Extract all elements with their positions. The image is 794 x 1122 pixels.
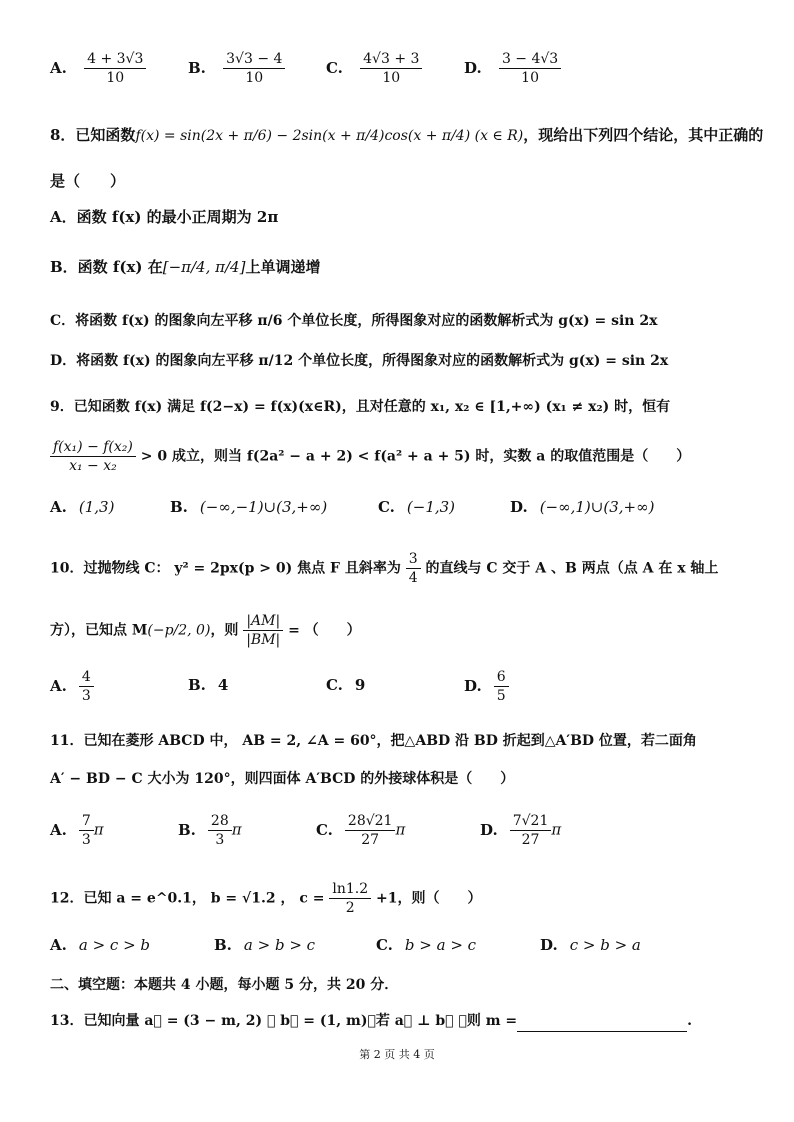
- q11-stem-line2: A′ − BD − C 大小为 120°，则四面体 A′BCD 的外接球体积是（ ）: [50, 771, 515, 787]
- q10-option-b: B. 4: [188, 676, 229, 694]
- q7-option-a: A. $\frac{4 + 3√3}{10}$: [50, 50, 146, 87]
- q10-stem-line2: 方），已知点 M(−p/2, 0)，则 $\frac{|AM|}{|BM|}$ = （ ）: [50, 613, 361, 648]
- q12-option-d: D. c > b > a: [540, 936, 641, 954]
- q9-option-b: B. (−∞,−1)∪(3,+∞): [170, 498, 328, 516]
- q12-stem: 12．已知 a = e^0.1， b = √1.2 ， c = $\frac{\ln 1.2}{2}$ +1，则（ ）: [50, 881, 482, 916]
- q8-option-d: D．将函数 f(x) 的图象向左平移 π/12 个单位长度，所得图象对应的函数解析式为 g(x) = sin 2x: [50, 353, 669, 369]
- q9-option-c: C. (−1,3): [378, 498, 456, 516]
- q11-option-b: B. $\frac{28}{3}$ π: [178, 813, 242, 848]
- q10-option-c: C. 9: [326, 676, 366, 694]
- q8-option-a: A．函数 f(x) 的最小正周期为 2π: [50, 208, 279, 226]
- q12-option-a: A. a > c > b: [50, 936, 151, 954]
- q8-option-b: B．函数 f(x) 在[−π/4, π/4]上单调递增: [50, 258, 321, 276]
- q11-option-d: D. $\frac{7√21}{27}$ π: [480, 813, 562, 848]
- q12-option-b: B. a > b > c: [214, 936, 316, 954]
- q9-option-a: A. (1,3): [50, 498, 115, 516]
- q11-stem: 11．已知在菱形 ABCD 中， AB = 2, ∠A = 60°，把△ABD 沿 BD 折起到△A′BD 位置，若二面角: [50, 733, 697, 749]
- q7-option-d: D. $\frac{3 - 4√3}{10}$: [464, 50, 561, 87]
- q9-option-d: D. (−∞,1)∪(3,+∞): [510, 498, 655, 516]
- q12-option-c: C. b > a > c: [376, 936, 477, 954]
- q9-stem: 9．已知函数 f(x) 满足 f(2−x) = f(x)(x∈R)，且对任意的 x₁, x₂ ∈ [1,+∞) (x₁ ≠ x₂) 时，恒有: [50, 399, 671, 415]
- q9-stem-line2: $\frac{\text{f(x₁) − f(x₂)}}{\text{x₁ − x₂}}$ > 0 成立，则当 f(2a² − a + 2) < f(a² + a + 5) 时，实数 a 的取值范围是（ ）: [50, 438, 690, 475]
- q8-stem-line2: 是（ ）: [50, 172, 126, 190]
- q11-option-c: C. $\frac{28√21}{27}$ π: [316, 813, 406, 848]
- q7-option-c: C. $\frac{4√3 + 3}{10}$: [326, 50, 422, 87]
- q13-stem: 13．已知向量 a⃗ = (3 − m, 2) ， b⃗ = (1, m)，若 a⃗ ⊥ b⃗ ，则 m = .: [50, 1010, 692, 1032]
- q8-option-c: C．将函数 f(x) 的图象向左平移 π/6 个单位长度，所得图象对应的函数解析式为 g(x) = sin 2x: [50, 313, 658, 329]
- q10-option-d: D. $\frac{6}{5}$: [464, 668, 509, 705]
- q7-option-b: B. $\frac{3√3 - 4}{10}$: [188, 50, 285, 87]
- section-heading: 二、填空题：本题共 4 小题，每小题 5 分，共 20 分．: [50, 977, 399, 993]
- q10-stem: 10．过抛物线 C： y² = 2px(p > 0) 焦点 F 且斜率为 $\frac{3}{4}$ 的直线与 C 交于 A 、B 两点（点 A 在 x 轴上: [50, 551, 719, 586]
- page-footer: 第 2 页 共 4 页: [359, 1048, 435, 1061]
- q10-option-a: A. $\frac{4}{3}$: [50, 668, 94, 705]
- q11-option-a: A. $\frac{7}{3}$ π: [50, 813, 104, 848]
- q13-answer-blank: [517, 1015, 687, 1032]
- q8-stem: 8．已知函数f(x) = sin(2x + π/6) − 2sin(x + π/4)cos(x + π/4) (x ∈ R)，现给出下列四个结论，其中正确的: [50, 126, 764, 144]
